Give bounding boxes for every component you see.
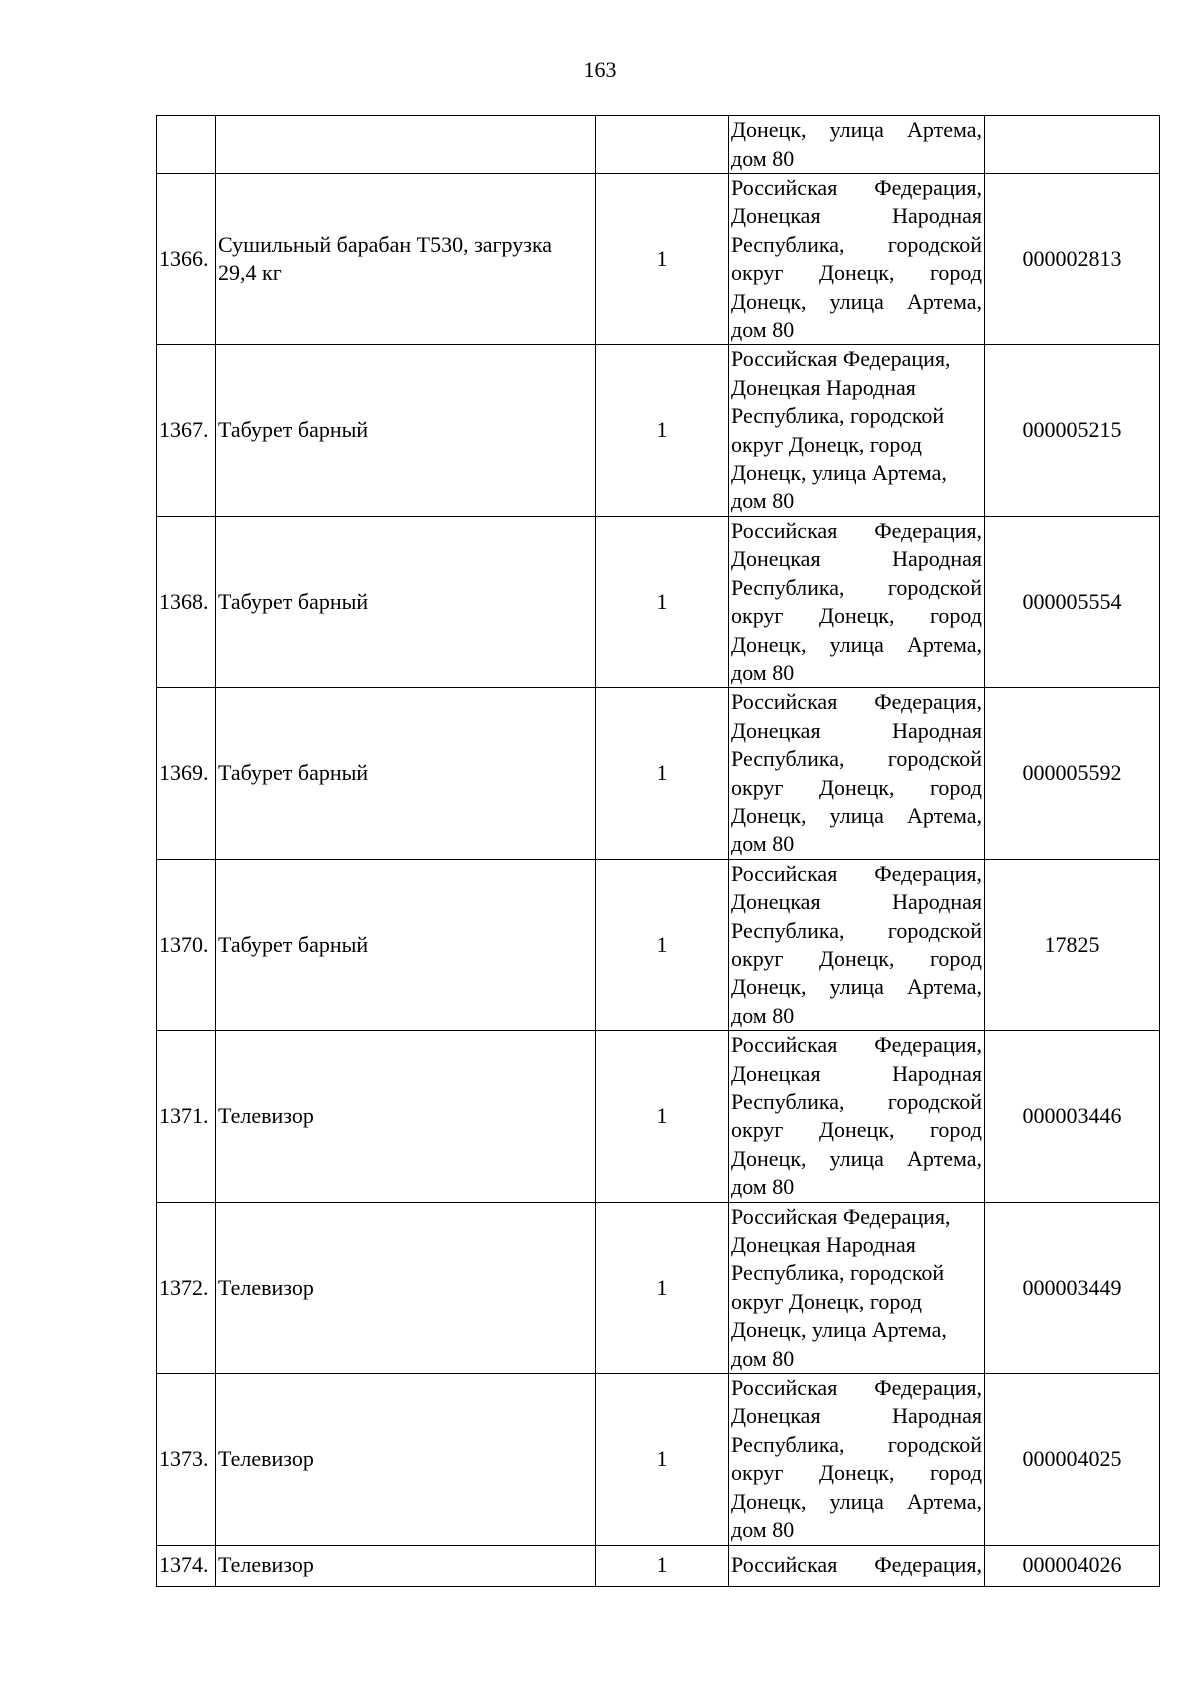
- inventory-table-body: [157, 116, 1160, 1587]
- address-line: Донецкая Народная: [731, 203, 982, 229]
- inventory-code-cell: 000005592: [985, 688, 1160, 859]
- address-line: Донецкая Народная: [731, 1232, 916, 1258]
- address-line: округ Донецк, город: [731, 1288, 922, 1314]
- quantity-cell: 1: [596, 345, 729, 516]
- address-line: Донецкая Народная: [731, 374, 916, 400]
- inventory-code-cell: 17825: [985, 859, 1160, 1030]
- address-line: Донецк, улица Артема,: [731, 974, 982, 1000]
- table-row: [157, 1374, 1160, 1545]
- item-name-cell: Сушильный барабан T530, загрузка 29,4 кг: [216, 174, 596, 345]
- address-line: округ Донецк, город: [731, 1117, 982, 1143]
- address-line: дом 80: [731, 317, 795, 343]
- address-line: Донецк, улица Артема,: [731, 117, 982, 143]
- row-number-cell: 1373.: [157, 1374, 216, 1545]
- address-line: округ Донецк, город: [731, 774, 982, 800]
- address-line: Республика, городской: [731, 1260, 945, 1286]
- inventory-code-cell: 000004026: [985, 1545, 1160, 1586]
- item-name-cell: Табурет барный: [216, 859, 596, 1030]
- row-number-cell: 1371.: [157, 1031, 216, 1202]
- address-line: Республика, городской: [731, 746, 982, 772]
- address-cell: [729, 1202, 985, 1373]
- row-number-cell: 1372.: [157, 1202, 216, 1373]
- address-line: Донецкая Народная: [731, 1403, 982, 1429]
- quantity-cell: 1: [596, 859, 729, 1030]
- address-line: округ Донецк, город: [731, 1460, 982, 1486]
- address-line: Республика, городской: [731, 403, 945, 429]
- address-line: Российская Федерация,: [731, 1375, 982, 1401]
- inventory-code-cell: 000002813: [985, 174, 1160, 345]
- table-row: [157, 1545, 1160, 1586]
- address-line: Донецкая Народная: [731, 546, 982, 572]
- inventory-code-cell: 000005215: [985, 345, 1160, 516]
- address-cell: [729, 859, 985, 1030]
- inventory-code-cell: 000003446: [985, 1031, 1160, 1202]
- quantity-cell: 1: [596, 516, 729, 687]
- page-number: 163: [583, 57, 617, 82]
- address-line: Донецкая Народная: [731, 1060, 982, 1086]
- row-number-cell: 1374.: [157, 1545, 216, 1586]
- address-cell: [729, 1545, 985, 1586]
- table-row: [157, 1202, 1160, 1373]
- address-line: Российская Федерация,: [731, 1032, 982, 1058]
- quantity-cell: 1: [596, 174, 729, 345]
- address-line: Российская Федерация,: [731, 1552, 982, 1578]
- address-cell: [729, 688, 985, 859]
- address-line: Российская Федерация,: [731, 689, 982, 715]
- address-line: Донецк, улица Артема,: [731, 802, 982, 828]
- item-name-cell: Телевизор: [216, 1374, 596, 1545]
- address-line: Республика, городской: [731, 917, 982, 943]
- address-line: Российская Федерация,: [731, 346, 951, 372]
- address-cell: [729, 516, 985, 687]
- inventory-table: [156, 115, 1160, 1587]
- row-number-cell: 1369.: [157, 688, 216, 859]
- address-line: Донецк, улица Артема,: [731, 1317, 947, 1343]
- address-line: Донецк, улица Артема,: [731, 460, 947, 486]
- address-line: дом 80: [731, 488, 795, 514]
- address-line: Республика, городской: [731, 574, 982, 600]
- row-number-cell: 1366.: [157, 174, 216, 345]
- address-line: Российская Федерация,: [731, 860, 982, 886]
- quantity-cell: [596, 116, 729, 174]
- inventory-code-cell: 000004025: [985, 1374, 1160, 1545]
- quantity-cell: 1: [596, 1545, 729, 1586]
- address-cell: [729, 1031, 985, 1202]
- address-cell: [729, 174, 985, 345]
- row-number-cell: 1367.: [157, 345, 216, 516]
- table-row: [157, 1031, 1160, 1202]
- address-line: Российская Федерация,: [731, 517, 982, 543]
- inventory-code-cell: [985, 116, 1160, 174]
- quantity-cell: 1: [596, 688, 729, 859]
- table-row: [157, 174, 1160, 345]
- address-line: дом 80: [731, 1002, 795, 1028]
- address-line: Республика, городской: [731, 231, 982, 257]
- table-row: [157, 116, 1160, 174]
- address-cell: [729, 345, 985, 516]
- address-line: дом 80: [731, 1174, 795, 1200]
- table-row: [157, 345, 1160, 516]
- item-name-cell: Табурет барный: [216, 688, 596, 859]
- table-row: [157, 688, 1160, 859]
- quantity-cell: 1: [596, 1031, 729, 1202]
- address-line: Российская Федерация,: [731, 1203, 951, 1229]
- address-line: дом 80: [731, 831, 795, 857]
- address-line: Российская Федерация,: [731, 175, 982, 200]
- address-line: дом 80: [731, 145, 795, 171]
- address-line: округ Донецк, город: [731, 945, 982, 971]
- item-name-cell: Телевизор: [216, 1545, 596, 1586]
- address-line: округ Донецк, город: [731, 431, 922, 457]
- address-line: Донецк, улица Артема,: [731, 288, 982, 314]
- address-line: Донецкая Народная: [731, 717, 982, 743]
- address-line: Донецкая Народная: [731, 889, 982, 915]
- item-name-cell: Телевизор: [216, 1031, 596, 1202]
- table-row: [157, 516, 1160, 687]
- address-line: Республика, городской: [731, 1089, 982, 1114]
- address-line: дом 80: [731, 659, 795, 685]
- address-line: дом 80: [731, 1345, 795, 1371]
- address-line: дом 80: [731, 1517, 795, 1543]
- item-name-cell: Табурет барный: [216, 345, 596, 516]
- row-number-cell: 1370.: [157, 859, 216, 1030]
- address-cell: [729, 116, 985, 174]
- address-line: Донецк, улица Артема,: [731, 631, 982, 657]
- table-row: [157, 859, 1160, 1030]
- row-number-cell: 1368.: [157, 516, 216, 687]
- item-name-cell: [216, 116, 596, 174]
- address-line: Республика, городской: [731, 1431, 982, 1457]
- item-name-cell: Телевизор: [216, 1202, 596, 1373]
- quantity-cell: 1: [596, 1202, 729, 1373]
- address-cell: [729, 1374, 985, 1545]
- quantity-cell: 1: [596, 1374, 729, 1545]
- item-name-cell: Табурет барный: [216, 516, 596, 687]
- inventory-code-cell: 000003449: [985, 1202, 1160, 1373]
- address-line: округ Донецк, город: [731, 260, 982, 286]
- inventory-code-cell: 000005554: [985, 516, 1160, 687]
- row-number-cell: [157, 116, 216, 174]
- address-line: Донецк, улица Артема,: [731, 1145, 982, 1171]
- address-line: округ Донецк, город: [731, 603, 982, 629]
- address-line: Донецк, улица Артема,: [731, 1488, 982, 1514]
